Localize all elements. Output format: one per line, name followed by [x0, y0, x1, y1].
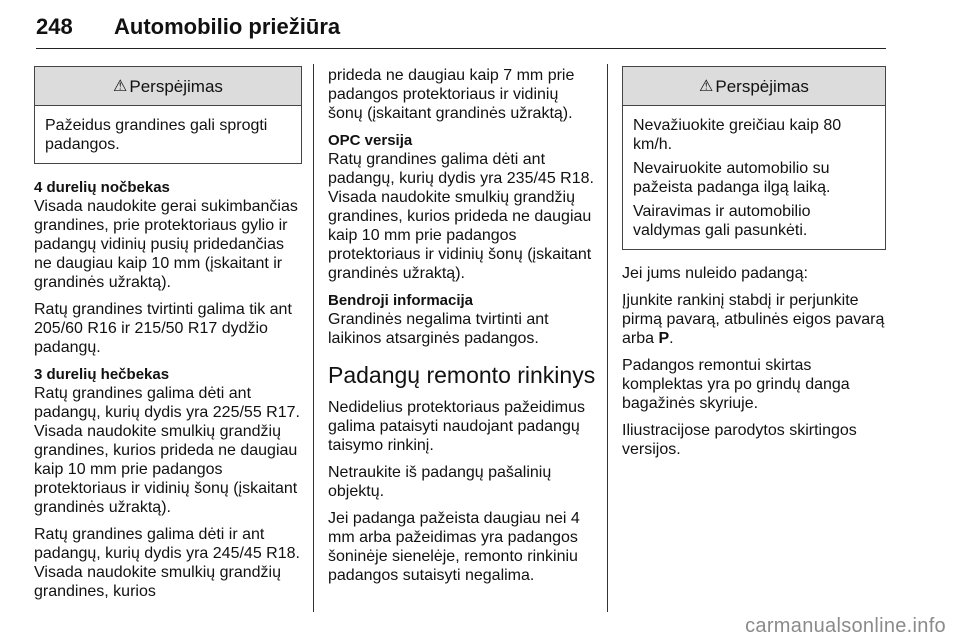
paragraph: Visada naudokite gerai sukimbančias grandines, prie protektoriaus gylio ir padangų vidinių pusių pridedančias ne daugiau kaip 10 mm (įskaitant ir grandinės užraktą). — [34, 198, 298, 291]
warning-box — [34, 66, 302, 164]
warning-body — [35, 106, 301, 163]
paragraph: Ratų grandines tvirtinti galima tik ant 205/60 R16 ir 215/50 R17 dydžio padangų. — [34, 301, 292, 356]
gear-letter: P — [658, 330, 670, 347]
warning-triangle-icon: ⚠ — [113, 77, 128, 95]
paragraph-text: Įjunkite rankinį stabdį ir perjunkite pirmą pavarą, atbulinės eigos pavarą arba — [622, 292, 885, 347]
column-divider — [607, 64, 608, 612]
column-2 — [328, 66, 596, 593]
warning-triangle-icon: ⚠ — [699, 77, 714, 95]
paragraph: Grandinės negalima tvirtinti ant laikinos atsarginės padangos. — [328, 311, 549, 347]
page-header — [36, 8, 886, 49]
section-title: Padangų remonto rinkinys — [328, 362, 596, 388]
warning-heading: Perspėjimas — [129, 76, 223, 96]
paragraph-text: . — [669, 330, 674, 347]
paragraph: Ratų grandines galima dėti ant padangų, kurių dydis yra 225/55 R17. Visada naudokite smulkių grandžių grandines, kurios prideda ne daugiau kaip 10 mm prie padangos protektoriaus ir vidinių šonų (įskaitant grandinės užraktą). — [34, 385, 300, 516]
subheading: 4 durelių nočbekas — [34, 179, 170, 196]
paragraph: Ratų grandines galima dėti ant padangų, kurių dydis yra 235/45 R18. Visada naudokite smulkių grandžių grandines, kurios prideda ne daugiau kaip 10 mm prie padangos protektoriaus ir vidinių šonų (įskaitant grandinės užraktą). — [328, 151, 594, 282]
warning-text: Nevažiuokite greičiau kaip 80 km/h. — [633, 117, 842, 153]
warning-body — [623, 106, 885, 249]
paragraph: Netraukite iš padangų pašalinių objektų. — [328, 464, 552, 500]
warning-text: Pažeidus grandines gali sprogti padangos. — [45, 117, 268, 153]
column-divider — [313, 64, 314, 612]
warning-text: Nevairuokite automobilio su pažeista padanga ilgą laiką. — [633, 160, 831, 196]
page-title: Automobilio priežiūra — [114, 14, 341, 39]
paragraph: Iliustracijose parodytos skirtingos versijos. — [622, 422, 857, 458]
paragraph: Nedidelius protektoriaus pažeidimus galima pataisyti naudojant padangų taisymo rinkinį. — [328, 399, 586, 454]
paragraph — [622, 291, 886, 348]
warning-box — [622, 66, 886, 250]
column-3 — [622, 66, 886, 467]
paragraph: Jei padanga pažeista daugiau nei 4 mm arba pažeidimas yra padangos šoninėje sienelėje, remonto rinkiniu padangos sutaisyti negalima. — [328, 510, 580, 584]
warning-header — [623, 67, 885, 106]
warning-header — [35, 67, 301, 106]
subheading: OPC versija — [328, 132, 413, 149]
paragraph: Padangos remontui skirtas komplektas yra po grindų danga bagažinės skyriuje. — [622, 357, 850, 412]
subheading: Bendroji informacija — [328, 292, 474, 309]
paragraph: Jei jums nuleido padangą: — [622, 265, 808, 282]
paragraph: prideda ne daugiau kaip 7 mm prie padangos protektoriaus ir vidinių šonų (įskaitant grandinės užraktą). — [328, 67, 575, 122]
page-number: 248 — [36, 14, 73, 39]
subheading: 3 durelių hečbekas — [34, 366, 170, 383]
watermark: carmanualsonline.info — [745, 615, 946, 637]
column-1 — [34, 66, 302, 609]
paragraph: Ratų grandines galima dėti ir ant padangų, kurių dydis yra 245/45 R18. Visada naudokite smulkių grandžių grandines, kurios — [34, 526, 300, 600]
warning-heading: Perspėjimas — [715, 76, 809, 96]
warning-text: Vairavimas ir automobilio valdymas gali pasunkėti. — [633, 203, 811, 239]
